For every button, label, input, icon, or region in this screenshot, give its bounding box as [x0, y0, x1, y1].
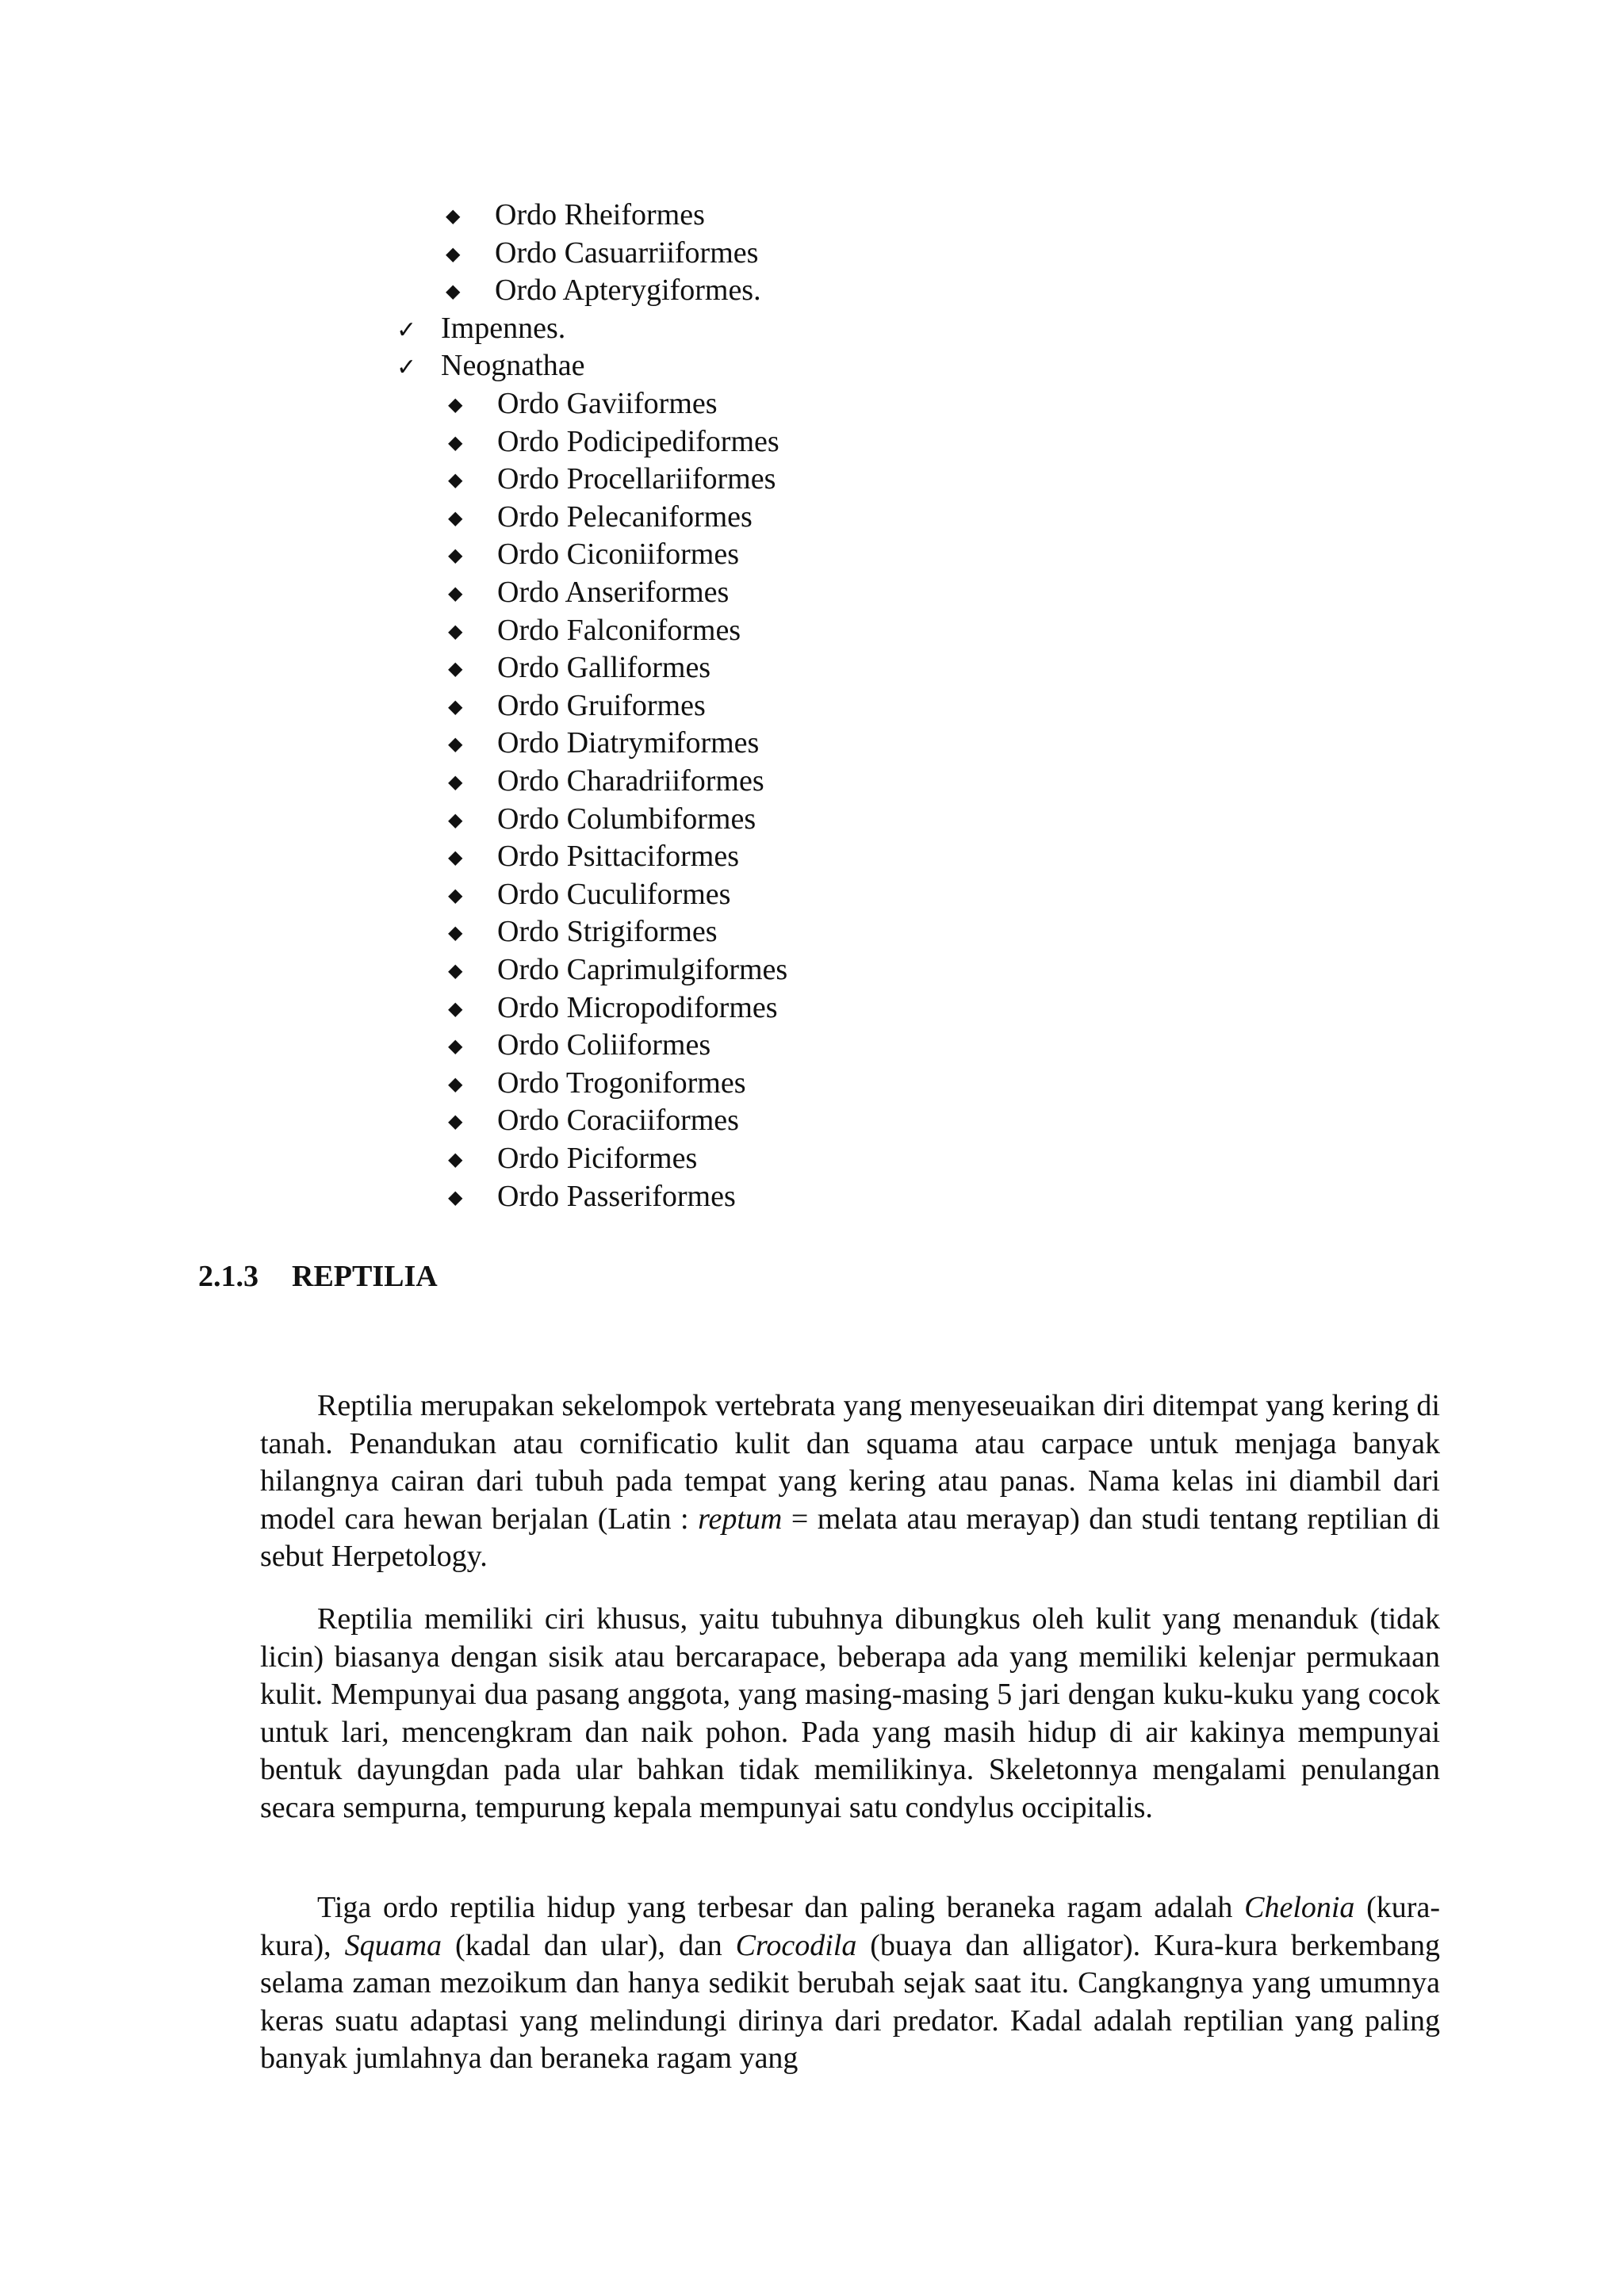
- diamond-bullet-icon: ◆: [448, 619, 463, 642]
- outline-item: [448, 724, 759, 763]
- diamond-bullet-icon: ◆: [448, 771, 463, 793]
- outline-item-text: Ordo Diatrymiformes: [497, 726, 760, 760]
- diamond-bullet-icon: ◆: [446, 280, 461, 303]
- checkmark-icon: ✓: [396, 354, 417, 382]
- outline-item: [448, 423, 779, 461]
- outline-item-text: Ordo Anseriformes: [497, 576, 730, 609]
- outline-item: [448, 762, 764, 801]
- paragraph-3-text-c: (kadal dan ular), dan: [442, 1928, 736, 1962]
- diamond-bullet-icon: ◆: [448, 393, 463, 415]
- term-squama: Squama: [344, 1928, 442, 1962]
- diamond-bullet-icon: ◆: [448, 1148, 463, 1170]
- diamond-bullet-icon: ◆: [448, 430, 463, 453]
- term-chelonia: Chelonia: [1244, 1891, 1355, 1924]
- outline-item: [448, 1139, 697, 1178]
- paragraph-2: [260, 1601, 1440, 1827]
- diamond-bullet-icon: ◆: [448, 695, 463, 718]
- diamond-bullet-icon: ◆: [448, 1185, 463, 1208]
- outline-item: [448, 1064, 746, 1103]
- outline-item-text: Ordo Ciconiiformes: [497, 538, 740, 572]
- outline-item: [448, 837, 739, 876]
- term-crocodila: Crocodila: [735, 1928, 857, 1962]
- term-reptum: reptum: [698, 1502, 783, 1536]
- outline-item: [448, 611, 741, 650]
- outline-item: [448, 687, 706, 725]
- outline-item-text: Ordo Columbiformes: [497, 802, 756, 836]
- outline-item: [446, 196, 705, 235]
- outline-item-text: Ordo Falconiformes: [497, 613, 741, 647]
- outline-item: [448, 649, 710, 687]
- paragraph-3-text-b: (kura-kura),: [260, 1891, 1440, 1962]
- diamond-bullet-icon: ◆: [448, 733, 463, 756]
- outline-item: [448, 989, 778, 1027]
- outline-item: [396, 309, 565, 350]
- paragraph-3-text-d: (buaya dan alligator). Kura-kura berkembang selama zaman mezoikum dan hanya sedikit berubah sejak saat itu. Cangkangnya yang umumnya keras suatu adaptasi yang melindungi dirinya dari predator. Kadal adalah reptilian yang paling banyak jumlahnya dan beraneka ragam yang: [260, 1928, 1440, 2075]
- paragraph-3-text-a: Tiga ordo reptilia hidup yang terbesar dan paling beraneka ragam adalah: [317, 1891, 1245, 1924]
- outline-item-text: Ordo Procellariiformes: [497, 462, 776, 496]
- outline-item: [448, 875, 730, 914]
- paragraph-3: [260, 1889, 1440, 2078]
- outline-item: [448, 535, 739, 574]
- diamond-bullet-icon: ◆: [448, 544, 463, 567]
- outline-item-text: Ordo Psittaciformes: [497, 840, 740, 874]
- outline-item: [448, 573, 729, 612]
- outline-item: [448, 385, 718, 423]
- diamond-bullet-icon: ◆: [448, 921, 463, 944]
- outline-item-text: Ordo Passeriformes: [497, 1179, 736, 1213]
- diamond-bullet-icon: ◆: [448, 506, 463, 529]
- outline-item-text: Ordo Podicipediformes: [497, 424, 779, 458]
- diamond-bullet-icon: ◆: [448, 657, 463, 680]
- outline-item: [448, 1177, 736, 1216]
- outline-item-text: Ordo Gaviiformes: [497, 387, 718, 420]
- outline-item: [446, 234, 758, 273]
- outline-item: [446, 271, 761, 310]
- diamond-bullet-icon: ◆: [448, 883, 463, 906]
- section-title: REPTILIA: [292, 1260, 438, 1293]
- checkmark-icon: ✓: [396, 316, 417, 344]
- diamond-bullet-icon: ◆: [446, 242, 461, 265]
- outline-item-text: Ordo Caprimulgiformes: [497, 953, 788, 986]
- paragraph-2-text: Reptilia memiliki ciri khusus, yaitu tubuhnya dibungkus oleh kulit yang menanduk (tidak licin) biasanya dengan sisik atau bercarapace, beberapa ada yang memiliki kelenjar permukaan kulit. Mempunyai dua pasang anggota, yang masing-masing 5 jari dengan kuku-kuku yang cocok untuk lari, mencengkram dan naik pohon. Pada yang masih hidup di air kakinya mempunyai bentuk dayungdan pada ular bahkan tidak memilikinya. Skeletonnya mengalami penulangan secara sempurna, tempurung kepala mempunyai satu condylus occipitalis.: [260, 1602, 1440, 1824]
- outline-item-text: Ordo Micropodiformes: [497, 990, 778, 1024]
- outline-item: [396, 346, 584, 387]
- diamond-bullet-icon: ◆: [448, 1110, 463, 1133]
- diamond-bullet-icon: ◆: [448, 1072, 463, 1095]
- paragraph-1-text-b: = melata atau merayap) dan studi tentang reptilian di sebut Herpetology.: [260, 1502, 1440, 1573]
- diamond-bullet-icon: ◆: [448, 1035, 463, 1058]
- diamond-bullet-icon: ◆: [448, 582, 463, 604]
- outline-item: [448, 951, 787, 989]
- outline-item: [448, 800, 756, 839]
- outline-item-text: Ordo Coliiformes: [497, 1028, 711, 1062]
- outline-item: [448, 498, 753, 537]
- outline-item: [448, 460, 776, 499]
- outline-item: [448, 1101, 739, 1140]
- paragraph-1: [260, 1387, 1440, 1576]
- outline-item-text: Ordo Gruiformes: [497, 688, 706, 722]
- outline-item-text: Ordo Charadriiformes: [497, 764, 764, 798]
- diamond-bullet-icon: ◆: [448, 469, 463, 492]
- diamond-bullet-icon: ◆: [448, 808, 463, 831]
- outline-item-text: Ordo Strigiformes: [497, 915, 718, 949]
- section-number: 2.1.3: [198, 1260, 259, 1293]
- outline-item-text: Ordo Casuarriiformes: [495, 235, 759, 270]
- outline-item-text: Ordo Rheiformes: [495, 198, 705, 232]
- outline-item-text: Ordo Cuculiformes: [497, 877, 731, 911]
- outline-item-text: Neognathae: [441, 349, 585, 383]
- diamond-bullet-icon: ◆: [448, 846, 463, 869]
- diamond-bullet-icon: ◆: [448, 959, 463, 982]
- outline-item-text: Impennes.: [441, 311, 566, 345]
- paragraph-1-text-a: Reptilia merupakan sekelompok vertebrata yang menyeseuaikan diri ditempat yang kering di tanah. Penandukan atau cornificatio kulit dan squama atau carpace untuk menjaga banyak hilangnya cairan dari tubuh pada tempat yang kering atau panas. Nama kelas ini diambil dari model cara hewan berjalan (Latin :: [260, 1389, 1440, 1536]
- diamond-bullet-icon: ◆: [448, 997, 463, 1020]
- diamond-bullet-icon: ◆: [446, 205, 461, 227]
- section-heading: [198, 1257, 438, 1295]
- outline-item-text: Ordo Galliformes: [497, 651, 711, 685]
- outline-item-text: Ordo Pelecaniformes: [497, 499, 753, 534]
- outline-item-text: Ordo Piciformes: [497, 1142, 698, 1175]
- outline-item-text: Ordo Apterygiformes.: [495, 274, 761, 308]
- outline-item-text: Ordo Trogoniformes: [497, 1066, 746, 1100]
- outline-item: [448, 913, 718, 951]
- outline-item-text: Ordo Coraciiformes: [497, 1104, 739, 1138]
- outline-item: [448, 1026, 710, 1065]
